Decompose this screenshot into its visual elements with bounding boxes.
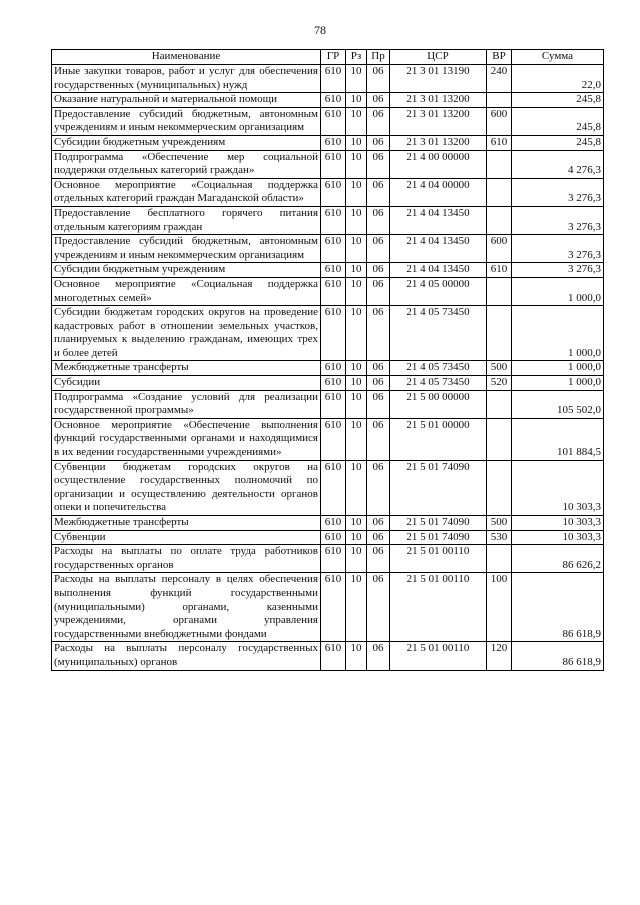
cell-name: Субвенции	[52, 530, 321, 545]
cell-gr: 610	[321, 545, 346, 573]
cell-csr: 21 4 04 13450	[390, 263, 487, 278]
cell-csr: 21 4 04 13450	[390, 206, 487, 234]
table-row	[52, 306, 604, 361]
cell-name: Подпрограмма «Обеспечение мер социальной поддержки отдельных категорий граждан»	[52, 150, 321, 178]
cell-pr: 06	[367, 93, 390, 108]
cell-vr	[487, 277, 512, 305]
table-row	[52, 418, 604, 460]
table-row	[52, 135, 604, 150]
cell-gr: 610	[321, 460, 346, 515]
cell-gr: 610	[321, 107, 346, 135]
cell-pr: 06	[367, 150, 390, 178]
header-sum: Сумма	[512, 50, 604, 65]
cell-name: Оказание натуральной и материальной помощи	[52, 93, 321, 108]
cell-gr: 610	[321, 530, 346, 545]
cell-rz: 10	[346, 390, 367, 418]
cell-rz: 10	[346, 150, 367, 178]
table-row	[52, 460, 604, 515]
cell-csr: 21 4 05 73450	[390, 361, 487, 376]
cell-gr: 610	[321, 418, 346, 460]
cell-name: Расходы на выплаты персоналу государственных (муниципальных) органов	[52, 642, 321, 670]
cell-pr: 06	[367, 376, 390, 391]
cell-rz: 10	[346, 361, 367, 376]
cell-rz: 10	[346, 530, 367, 545]
table-row	[52, 516, 604, 531]
cell-vr	[487, 93, 512, 108]
cell-name: Расходы на выплаты персоналу в целях обеспечения выполнения функций государственными (муниципальными) органами, казенными учреждениями, органами управления государственными внебюджетными фондами	[52, 573, 321, 642]
cell-vr: 600	[487, 235, 512, 263]
table-row	[52, 642, 604, 670]
budget-table	[51, 49, 604, 671]
table-row	[52, 107, 604, 135]
cell-name: Основное мероприятие «Обеспечение выполнения функций государственными органами и находящимися в их ведении государственными учреждениями»	[52, 418, 321, 460]
cell-gr: 610	[321, 65, 346, 93]
header-gr: ГР	[321, 50, 346, 65]
header-name: Наименование	[52, 50, 321, 65]
cell-pr: 06	[367, 263, 390, 278]
cell-pr: 06	[367, 235, 390, 263]
table-row	[52, 150, 604, 178]
cell-csr: 21 5 01 74090	[390, 516, 487, 531]
header-rz: Рз	[346, 50, 367, 65]
cell-csr: 21 3 01 13200	[390, 93, 487, 108]
cell-vr: 500	[487, 361, 512, 376]
cell-vr: 100	[487, 573, 512, 642]
cell-pr: 06	[367, 107, 390, 135]
cell-sum: 4 276,3	[512, 150, 604, 178]
cell-csr: 21 3 01 13200	[390, 107, 487, 135]
page-number: 78	[314, 23, 326, 37]
cell-csr: 21 5 01 00110	[390, 545, 487, 573]
cell-sum: 3 276,3	[512, 263, 604, 278]
cell-csr: 21 4 05 73450	[390, 306, 487, 361]
cell-sum: 105 502,0	[512, 390, 604, 418]
table-header-row	[52, 50, 604, 65]
cell-name: Субсидии бюджетным учреждениям	[52, 135, 321, 150]
cell-gr: 610	[321, 206, 346, 234]
table-row	[52, 361, 604, 376]
table-row	[52, 263, 604, 278]
cell-pr: 06	[367, 135, 390, 150]
cell-csr: 21 5 01 74090	[390, 460, 487, 515]
cell-name: Основное мероприятие «Социальная поддержка многодетных семей»	[52, 277, 321, 305]
cell-vr: 610	[487, 135, 512, 150]
cell-name: Субсидии бюджетам городских округов на проведение кадастровых работ в отношении земельных участков, планируемых к выделению гражданам, имеющих трех и более детей	[52, 306, 321, 361]
cell-gr: 610	[321, 642, 346, 670]
cell-rz: 10	[346, 516, 367, 531]
cell-pr: 06	[367, 306, 390, 361]
cell-csr: 21 5 00 00000	[390, 390, 487, 418]
cell-sum: 3 276,3	[512, 235, 604, 263]
cell-csr: 21 5 01 74090	[390, 530, 487, 545]
cell-pr: 06	[367, 390, 390, 418]
cell-csr: 21 4 04 13450	[390, 235, 487, 263]
cell-sum: 86 626,2	[512, 545, 604, 573]
cell-pr: 06	[367, 418, 390, 460]
cell-rz: 10	[346, 65, 367, 93]
cell-gr: 610	[321, 235, 346, 263]
cell-pr: 06	[367, 530, 390, 545]
cell-rz: 10	[346, 573, 367, 642]
cell-sum: 101 884,5	[512, 418, 604, 460]
cell-rz: 10	[346, 545, 367, 573]
cell-pr: 06	[367, 460, 390, 515]
cell-name: Расходы на выплаты по оплате труда работников государственных органов	[52, 545, 321, 573]
cell-sum: 3 276,3	[512, 206, 604, 234]
table-row	[52, 65, 604, 93]
table-body	[52, 65, 604, 671]
table-row	[52, 390, 604, 418]
cell-vr: 520	[487, 376, 512, 391]
cell-rz: 10	[346, 135, 367, 150]
cell-rz: 10	[346, 263, 367, 278]
header-pr: Пр	[367, 50, 390, 65]
cell-csr: 21 3 01 13200	[390, 135, 487, 150]
cell-rz: 10	[346, 642, 367, 670]
cell-sum: 10 303,3	[512, 530, 604, 545]
cell-vr	[487, 178, 512, 206]
cell-pr: 06	[367, 516, 390, 531]
cell-name: Иные закупки товаров, работ и услуг для обеспечения государственных (муниципальных) нужд	[52, 65, 321, 93]
cell-vr: 530	[487, 530, 512, 545]
cell-gr: 610	[321, 135, 346, 150]
cell-sum: 1 000,0	[512, 306, 604, 361]
cell-name: Подпрограмма «Создание условий для реализации государственной программы»	[52, 390, 321, 418]
cell-sum: 86 618,9	[512, 642, 604, 670]
table-row	[52, 530, 604, 545]
cell-vr	[487, 418, 512, 460]
table-row	[52, 376, 604, 391]
cell-gr: 610	[321, 361, 346, 376]
cell-sum: 86 618,9	[512, 573, 604, 642]
cell-sum: 1 000,0	[512, 376, 604, 391]
cell-rz: 10	[346, 107, 367, 135]
cell-vr	[487, 390, 512, 418]
cell-vr	[487, 150, 512, 178]
cell-rz: 10	[346, 93, 367, 108]
cell-name: Межбюджетные трансферты	[52, 516, 321, 531]
cell-csr: 21 5 01 00000	[390, 418, 487, 460]
cell-gr: 610	[321, 178, 346, 206]
cell-vr: 600	[487, 107, 512, 135]
header-csr: ЦСР	[390, 50, 487, 65]
cell-vr	[487, 460, 512, 515]
cell-name: Предоставление субсидий бюджетным, автономным учреждениям и иным некоммерческим организациям	[52, 107, 321, 135]
cell-sum: 10 303,3	[512, 460, 604, 515]
cell-csr: 21 4 00 00000	[390, 150, 487, 178]
cell-rz: 10	[346, 460, 367, 515]
table-row	[52, 545, 604, 573]
cell-csr: 21 4 05 73450	[390, 376, 487, 391]
cell-vr: 240	[487, 65, 512, 93]
cell-rz: 10	[346, 306, 367, 361]
cell-sum: 1 000,0	[512, 361, 604, 376]
cell-rz: 10	[346, 376, 367, 391]
cell-gr: 610	[321, 573, 346, 642]
cell-csr: 21 5 01 00110	[390, 642, 487, 670]
cell-csr: 21 3 01 13190	[390, 65, 487, 93]
cell-vr	[487, 206, 512, 234]
table-row	[52, 277, 604, 305]
cell-name: Основное мероприятие «Социальная поддержка отдельных категорий граждан Магаданской области»	[52, 178, 321, 206]
cell-pr: 06	[367, 206, 390, 234]
cell-gr: 610	[321, 516, 346, 531]
cell-csr: 21 5 01 00110	[390, 573, 487, 642]
cell-gr: 610	[321, 277, 346, 305]
table-row	[52, 178, 604, 206]
cell-name: Субвенции бюджетам городских округов на осуществление государственных полномочий по организации и осуществлению деятельности органов опеки и попечительства	[52, 460, 321, 515]
cell-csr: 21 4 04 00000	[390, 178, 487, 206]
table-row	[52, 573, 604, 642]
cell-sum: 10 303,3	[512, 516, 604, 531]
cell-vr	[487, 306, 512, 361]
cell-rz: 10	[346, 178, 367, 206]
cell-gr: 610	[321, 376, 346, 391]
cell-vr: 610	[487, 263, 512, 278]
cell-name: Межбюджетные трансферты	[52, 361, 321, 376]
cell-vr: 120	[487, 642, 512, 670]
cell-pr: 06	[367, 361, 390, 376]
cell-pr: 06	[367, 573, 390, 642]
cell-gr: 610	[321, 390, 346, 418]
cell-rz: 10	[346, 277, 367, 305]
cell-pr: 06	[367, 642, 390, 670]
cell-gr: 610	[321, 306, 346, 361]
cell-gr: 610	[321, 93, 346, 108]
table-row	[52, 235, 604, 263]
cell-rz: 10	[346, 418, 367, 460]
cell-pr: 06	[367, 277, 390, 305]
cell-sum: 3 276,3	[512, 178, 604, 206]
table-row	[52, 93, 604, 108]
header-vr: ВР	[487, 50, 512, 65]
cell-name: Субсидии бюджетным учреждениям	[52, 263, 321, 278]
cell-rz: 10	[346, 206, 367, 234]
cell-csr: 21 4 05 00000	[390, 277, 487, 305]
cell-vr: 500	[487, 516, 512, 531]
cell-name: Предоставление субсидий бюджетным, автономным учреждениям и иным некоммерческим организациям	[52, 235, 321, 263]
cell-pr: 06	[367, 545, 390, 573]
cell-vr	[487, 545, 512, 573]
cell-pr: 06	[367, 178, 390, 206]
cell-sum: 245,8	[512, 135, 604, 150]
cell-gr: 610	[321, 263, 346, 278]
cell-sum: 245,8	[512, 107, 604, 135]
cell-sum: 245,8	[512, 93, 604, 108]
table-row	[52, 206, 604, 234]
cell-rz: 10	[346, 235, 367, 263]
cell-gr: 610	[321, 150, 346, 178]
cell-pr: 06	[367, 65, 390, 93]
cell-sum: 1 000,0	[512, 277, 604, 305]
cell-name: Предоставление бесплатного горячего питания отдельным категориям граждан	[52, 206, 321, 234]
cell-sum: 22,0	[512, 65, 604, 93]
cell-name: Субсидии	[52, 376, 321, 391]
